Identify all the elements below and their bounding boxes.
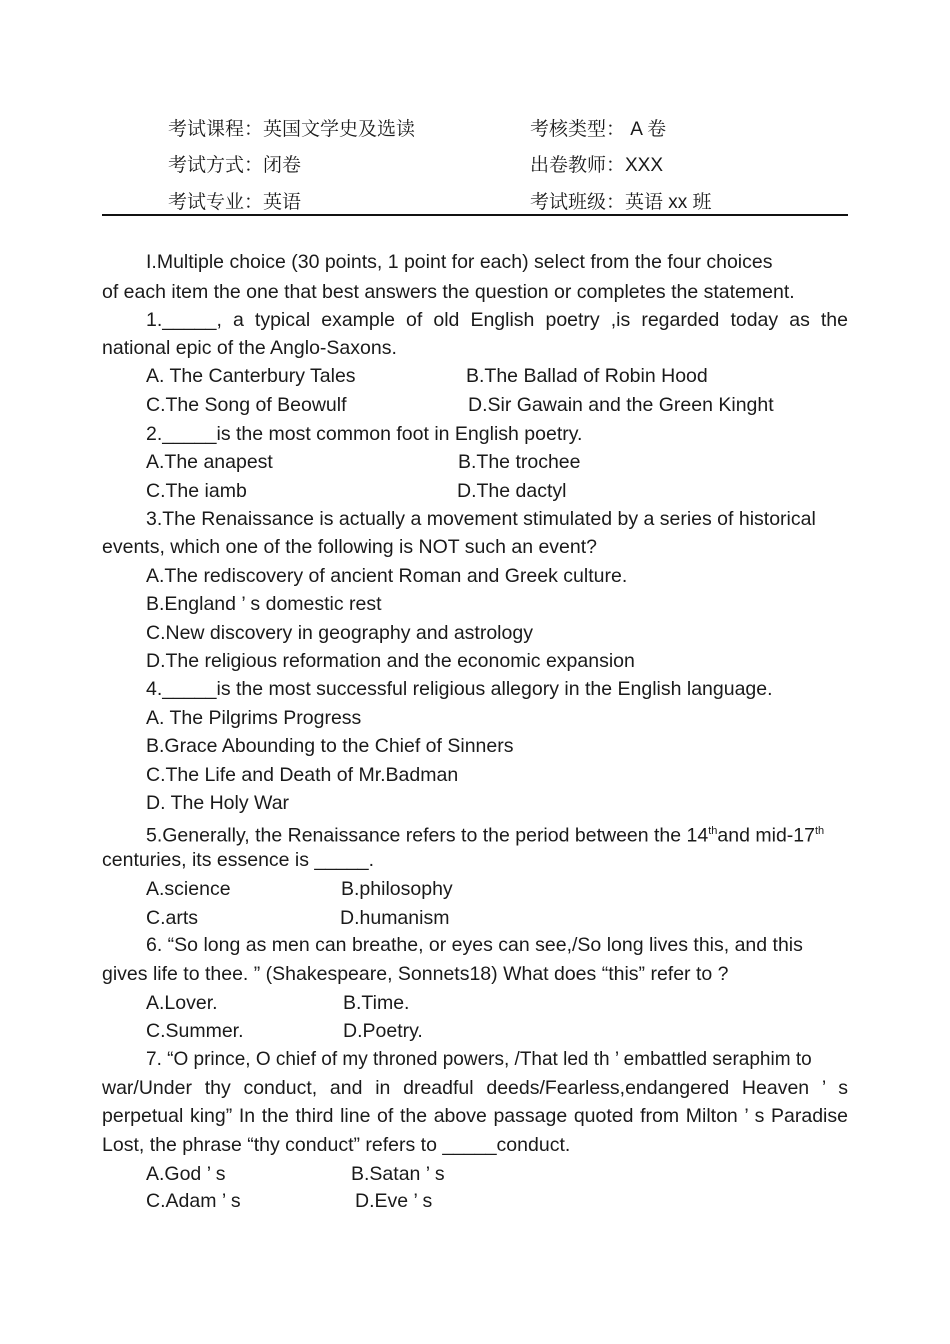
question-1-option-b: B.The Ballad of Robin Hood — [466, 365, 708, 387]
question-3-option-a: A.The rediscovery of ancient Roman and Greek culture. — [146, 565, 628, 587]
question-1-stem-line-1: 1._____, a typical example of old English poetry ,is regarded today as the — [146, 309, 848, 331]
question-5-option-a: A.science — [146, 878, 231, 900]
question-5-option-d: D.humanism — [340, 907, 450, 929]
section-instruction-line-2: of each item the one that best answers the question or completes the statement. — [102, 281, 795, 303]
header-row-2 — [0, 150, 950, 180]
question-6-option-a: A.Lover. — [146, 992, 218, 1014]
question-6-stem-line-1: 6. “So long as men can breathe, or eyes can see,/So long lives this, and this — [146, 934, 803, 956]
question-2-option-c: C.The iamb — [146, 480, 247, 502]
question-6-option-b: B.Time. — [343, 992, 410, 1014]
exam-type-field: 考核类型： A 卷 — [530, 119, 667, 140]
question-5-option-b: B.philosophy — [341, 878, 453, 900]
question-1-stem-line-2: national epic of the Anglo-Saxons. — [102, 337, 397, 359]
question-4-option-a: A. The Pilgrims Progress — [146, 707, 362, 729]
header-divider — [102, 214, 848, 216]
course-field: 考试课程：英国文学史及选读 — [168, 119, 416, 140]
class-field: 考试班级：英语 xx 班 — [530, 192, 712, 213]
question-5-stem-part-2: and mid-17 — [717, 824, 815, 847]
question-6-stem-line-2: gives life to thee. ” (Shakespeare, Sonnets18) What does “this” refer to ? — [102, 963, 729, 985]
question-3-option-d: D.The religious reformation and the economic expansion — [146, 650, 635, 672]
question-4-option-b: B.Grace Abounding to the Chief of Sinners — [146, 735, 514, 757]
question-7-option-d: D.Eve ’ s — [355, 1190, 433, 1212]
section-instruction-line-1: I.Multiple choice (30 points, 1 point for each) select from the four choices — [146, 251, 773, 273]
question-2-option-a: A.The anapest — [146, 451, 273, 473]
question-5-option-c: C.arts — [146, 907, 199, 929]
question-7-stem-line-3: perpetual king” In the third line of the above passage quoted from Milton ’ s Paradise — [102, 1105, 848, 1127]
question-2-stem: 2._____is the most common foot in English poetry. — [146, 423, 583, 445]
question-6-option-c: C.Summer. — [146, 1020, 244, 1042]
header-row-3 — [0, 187, 950, 217]
question-3-stem-line-2: events, which one of the following is NOT such an event? — [102, 536, 598, 558]
question-4-stem: 4._____is the most successful religious allegory in the English language. — [146, 678, 773, 700]
exam-method-field: 考试方式：闭卷 — [168, 155, 302, 176]
question-7-stem-line-1: 7. “O prince, O chief of my throned powers, /That led th ’ embattled seraphim to — [146, 1049, 812, 1070]
question-7-option-a: A.God ’ s — [146, 1163, 226, 1185]
question-7-option-c: C.Adam ’ s — [146, 1190, 241, 1212]
question-3-stem-line-1: 3.The Renaissance is actually a movement stimulated by a series of historical — [146, 508, 816, 530]
question-4-option-d: D. The Holy War — [146, 792, 290, 814]
question-4-option-c: C.The Life and Death of Mr.Badman — [146, 764, 459, 786]
superscript-th-1: th — [708, 825, 718, 837]
question-2-option-b: B.The trochee — [458, 451, 581, 473]
teacher-field: 出卷教师：XXX — [530, 155, 664, 176]
question-5-stem-part-1: 5.Generally, the Renaissance refers to the period between the 14 — [146, 824, 709, 847]
major-field: 考试专业：英语 — [168, 192, 302, 213]
question-7-stem-line-2: war/Under thy conduct, and in dreadful deeds/Fearless,endangered Heaven ’ s — [102, 1077, 848, 1099]
question-5-stem-line-1 — [146, 819, 824, 848]
question-7-option-b: B.Satan ’ s — [351, 1163, 445, 1185]
question-2-option-d: D.The dactyl — [457, 480, 567, 502]
question-1-option-a: A. The Canterbury Tales — [146, 365, 356, 387]
question-1-option-d: D.Sir Gawain and the Green Kinght — [468, 394, 774, 416]
question-7-stem-line-4: Lost, the phrase “thy conduct” refers to _____conduct. — [102, 1134, 571, 1156]
question-3-option-c: C.New discovery in geography and astrology — [146, 622, 533, 644]
question-1-option-c: C.The Song of Beowulf — [146, 394, 347, 416]
question-3-option-b: B.England ’ s domestic rest — [146, 593, 382, 615]
question-5-stem-line-2: centuries, its essence is _____. — [102, 849, 375, 871]
superscript-th-2: th — [814, 825, 825, 837]
question-6-option-d: D.Poetry. — [343, 1020, 423, 1042]
header-row-1 — [0, 114, 950, 144]
